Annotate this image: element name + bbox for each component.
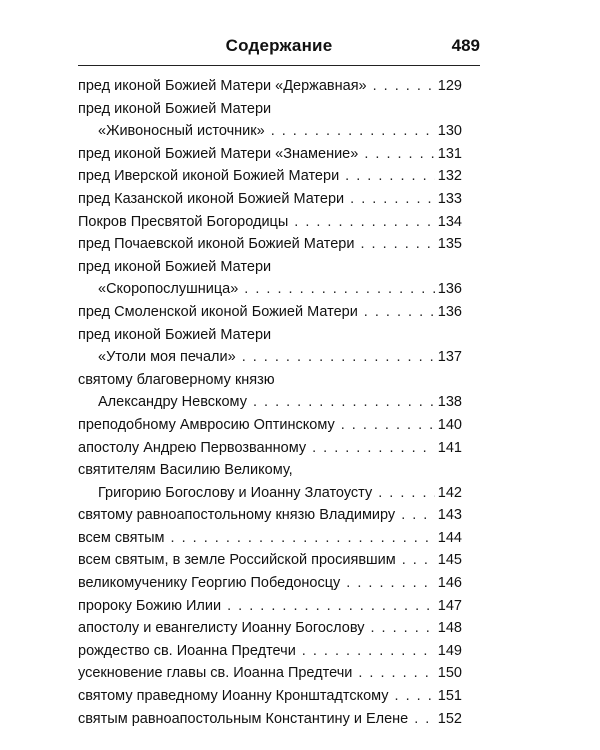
toc-entry-page: 148	[437, 620, 462, 637]
toc-entry-text: преподобному Амвросию Оптинскому	[78, 416, 335, 433]
dot-leader	[271, 120, 435, 143]
dot-leader	[370, 617, 434, 640]
toc-entry	[78, 617, 462, 640]
page-header	[78, 30, 480, 66]
toc-entry	[78, 233, 462, 256]
toc-entry-page: 132	[437, 168, 462, 185]
toc-entry	[78, 301, 462, 324]
dot-leader	[358, 662, 434, 685]
toc-entry-page: 152	[437, 710, 462, 727]
dot-leader	[345, 165, 435, 188]
toc-entry-text: святым равноапостольным Константину и Елене	[78, 710, 409, 727]
toc-entry-text: святому праведному Иоанну Кронштадтскому	[78, 688, 389, 705]
dot-leader	[373, 75, 435, 98]
toc-entry-page: 140	[437, 416, 462, 433]
dot-leader	[341, 414, 435, 437]
toc-entry-text: великомученику Георгию Победоносцу	[78, 575, 341, 592]
toc-entry-text: святому благоверному князю	[78, 371, 275, 388]
dot-leader	[378, 482, 435, 505]
toc-entry-page: 136	[437, 281, 462, 298]
dot-leader	[302, 640, 435, 663]
table-of-contents	[78, 75, 462, 730]
toc-entry	[78, 437, 462, 460]
page-title: Содержание	[225, 36, 333, 55]
toc-entry-text: пред иконой Божией Матери «Державная»	[78, 78, 367, 94]
dot-leader	[364, 301, 435, 324]
toc-entry	[78, 527, 462, 550]
dot-leader	[402, 549, 435, 572]
toc-entry	[78, 504, 462, 527]
toc-entry-page: 129	[437, 78, 462, 94]
toc-entry-text: рождество св. Иоанна Предтечи	[78, 642, 296, 659]
toc-entry-text: «Утоли моя печали»	[98, 349, 236, 366]
toc-entry-page: 150	[437, 665, 462, 682]
toc-entry	[78, 211, 462, 234]
toc-entry-text: «Скоропослушница»	[98, 281, 239, 298]
dot-leader	[253, 391, 435, 414]
toc-entry-continuation	[78, 278, 462, 301]
toc-entry-continuation	[78, 391, 462, 414]
dot-leader	[244, 278, 435, 301]
toc-entry-text: усекновение главы св. Иоанна Предтечи	[78, 665, 353, 682]
toc-entry-page: 141	[437, 439, 462, 456]
toc-entry-text: Покров Пресвятой Богородицы	[78, 213, 289, 230]
toc-entry	[78, 256, 462, 279]
toc-entry	[78, 662, 462, 685]
toc-entry-text: пред Иверской иконой Божией Матери	[78, 168, 340, 185]
dot-leader	[350, 188, 435, 211]
dot-leader	[401, 504, 435, 527]
toc-entry-continuation	[78, 482, 462, 505]
toc-entry-page: 130	[437, 123, 462, 140]
toc-entry	[78, 414, 462, 437]
toc-entry-page: 151	[437, 688, 462, 705]
dot-leader	[242, 346, 435, 369]
toc-entry-text: пророку Божию Илии	[78, 597, 222, 614]
toc-entry-text: пред иконой Божией Матери «Знамение»	[78, 145, 359, 162]
toc-entry	[78, 75, 462, 98]
toc-entry-page: 136	[437, 303, 462, 320]
toc-entry	[78, 324, 462, 347]
dot-leader	[360, 233, 434, 256]
toc-entry	[78, 595, 462, 618]
toc-entry-page: 149	[437, 642, 462, 659]
dot-leader	[171, 527, 435, 550]
toc-entry-text: Александру Невскому	[98, 394, 247, 411]
toc-entry-text: всем святым, в земле Российской просиявшим	[78, 552, 396, 569]
dot-leader	[414, 708, 435, 731]
toc-entry-text: пред иконой Божией Матери	[78, 100, 272, 117]
toc-entry-page: 133	[437, 190, 462, 207]
toc-entry	[78, 708, 462, 731]
page-number: 489	[451, 36, 480, 55]
toc-entry	[78, 685, 462, 708]
toc-entry-text: «Живоносный источник»	[98, 123, 265, 140]
toc-entry	[78, 369, 462, 392]
toc-entry-page: 131	[437, 145, 462, 162]
dot-leader	[294, 211, 435, 234]
toc-entry-text: пред иконой Божией Матери	[78, 326, 272, 343]
toc-entry-continuation	[78, 346, 462, 369]
toc-entry	[78, 572, 462, 595]
toc-entry-page: 134	[437, 213, 462, 230]
dot-leader	[346, 572, 435, 595]
toc-entry-page: 142	[437, 484, 462, 501]
dot-leader	[395, 685, 435, 708]
toc-entry-text: всем святым	[78, 529, 165, 546]
toc-entry-text: пред Казанской иконой Божией Матери	[78, 190, 345, 207]
toc-entry	[78, 640, 462, 663]
toc-entry-text: Григорию Богослову и Иоанну Златоусту	[98, 484, 373, 501]
toc-entry-page: 145	[437, 552, 462, 569]
toc-entry	[78, 143, 462, 166]
toc-entry-page: 137	[437, 349, 462, 366]
toc-entry	[78, 549, 462, 572]
toc-entry-page: 146	[437, 575, 462, 592]
toc-entry-page: 138	[437, 394, 462, 411]
toc-entry-text: пред иконой Божией Матери	[78, 258, 272, 275]
toc-entry-text: апостолу и евангелисту Иоанну Богослову	[78, 620, 365, 637]
header-divider	[78, 65, 480, 66]
toc-entry-page: 144	[437, 529, 462, 546]
toc-entry-text: апостолу Андрею Первозванному	[78, 439, 307, 456]
toc-entry	[78, 188, 462, 211]
toc-entry-continuation	[78, 120, 462, 143]
toc-entry	[78, 459, 462, 482]
toc-entry-text: пред Смоленской иконой Божией Матери	[78, 303, 358, 320]
toc-entry	[78, 98, 462, 121]
dot-leader	[227, 595, 435, 618]
dot-leader	[364, 143, 434, 166]
toc-entry-page: 135	[437, 236, 462, 253]
toc-entry-text: святому равноапостольному князю Владимиру	[78, 507, 396, 524]
toc-entry-page: 143	[437, 507, 462, 524]
toc-entry	[78, 165, 462, 188]
toc-entry-text: святителям Василию Великому,	[78, 462, 293, 479]
toc-entry-text: пред Почаевской иконой Божией Матери	[78, 236, 355, 253]
toc-entry-page: 147	[437, 597, 462, 614]
dot-leader	[312, 437, 435, 460]
